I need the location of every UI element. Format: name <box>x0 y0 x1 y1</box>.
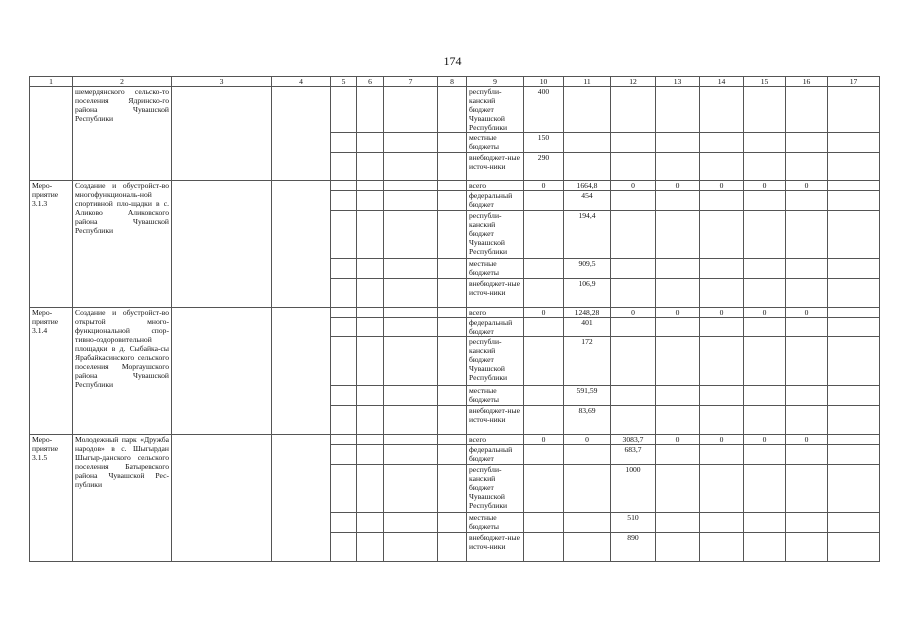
value-cell: 83,69 <box>564 406 611 435</box>
value-cell <box>786 465 828 513</box>
empty-cell <box>357 386 384 406</box>
value-cell <box>656 259 700 279</box>
empty-cell <box>438 386 467 406</box>
value-cell <box>656 445 700 465</box>
value-cell <box>564 153 611 181</box>
empty-cell <box>384 308 438 318</box>
empty-cell <box>357 465 384 513</box>
value-cell <box>744 465 786 513</box>
funding-source-cell: федеральный бюджет <box>467 445 524 465</box>
empty-cell <box>384 406 438 435</box>
value-cell <box>611 211 656 259</box>
value-cell <box>611 133 656 153</box>
value-cell <box>786 133 828 153</box>
value-cell <box>828 406 880 435</box>
value-cell <box>828 259 880 279</box>
value-cell <box>828 386 880 406</box>
column-header: 3 <box>172 77 272 87</box>
value-cell: 106,9 <box>564 279 611 308</box>
column-header: 1 <box>30 77 73 87</box>
funding-source-cell: местные бюджеты <box>467 513 524 533</box>
value-cell <box>656 386 700 406</box>
value-cell <box>744 386 786 406</box>
value-cell <box>564 465 611 513</box>
column-header: 17 <box>828 77 880 87</box>
empty-cell <box>438 211 467 259</box>
value-cell <box>656 191 700 211</box>
table-row <box>30 87 880 133</box>
value-cell: 0 <box>524 181 564 191</box>
value-cell: 0 <box>786 308 828 318</box>
empty-cell <box>384 533 438 562</box>
empty-cell <box>384 435 438 445</box>
value-cell: 454 <box>564 191 611 211</box>
value-cell <box>656 279 700 308</box>
value-cell <box>786 445 828 465</box>
column-header: 2 <box>73 77 172 87</box>
value-cell <box>700 337 744 386</box>
value-cell: 1248,28 <box>564 308 611 318</box>
value-cell <box>744 133 786 153</box>
value-cell <box>786 279 828 308</box>
empty-cell <box>331 513 357 533</box>
value-cell: 401 <box>564 318 611 337</box>
value-cell: 510 <box>611 513 656 533</box>
funding-source-cell: республи-канский бюджет Чувашской Республики <box>467 87 524 133</box>
value-cell <box>700 318 744 337</box>
funding-source-cell: республи-канский бюджет Чувашской Республики <box>467 337 524 386</box>
value-cell <box>786 211 828 259</box>
value-cell <box>828 337 880 386</box>
value-cell: 0 <box>744 308 786 318</box>
value-cell <box>786 386 828 406</box>
empty-cell <box>331 533 357 562</box>
funding-source-cell: внебюджет-ные источ-ники <box>467 279 524 308</box>
value-cell <box>700 406 744 435</box>
value-cell: 0 <box>700 308 744 318</box>
empty-cell <box>384 513 438 533</box>
value-cell <box>744 513 786 533</box>
value-cell: 3083,7 <box>611 435 656 445</box>
funding-source-cell: республи-канский бюджет Чувашской Республики <box>467 465 524 513</box>
value-cell <box>656 153 700 181</box>
value-cell <box>786 259 828 279</box>
empty-cell <box>438 465 467 513</box>
empty-cell <box>272 87 331 181</box>
column-header: 14 <box>700 77 744 87</box>
column-header: 10 <box>524 77 564 87</box>
table-row <box>30 308 880 318</box>
empty-cell <box>331 133 357 153</box>
value-cell <box>828 181 880 191</box>
value-cell: 1664,8 <box>564 181 611 191</box>
empty-cell <box>438 308 467 318</box>
value-cell <box>611 337 656 386</box>
value-cell: 0 <box>656 435 700 445</box>
value-cell <box>564 87 611 133</box>
value-cell: 0 <box>524 435 564 445</box>
value-cell <box>656 513 700 533</box>
empty-cell <box>384 191 438 211</box>
value-cell: 0 <box>611 308 656 318</box>
event-id-cell: Меро-приятие 3.1.5 <box>30 435 73 562</box>
empty-cell <box>357 211 384 259</box>
value-cell: 0 <box>564 435 611 445</box>
value-cell <box>828 191 880 211</box>
empty-cell <box>357 318 384 337</box>
value-cell <box>786 513 828 533</box>
empty-cell <box>357 337 384 386</box>
value-cell: 172 <box>564 337 611 386</box>
empty-cell <box>384 318 438 337</box>
empty-cell <box>384 153 438 181</box>
value-cell: 0 <box>524 308 564 318</box>
funding-source-cell: республи-канский бюджет Чувашской Республики <box>467 211 524 259</box>
column-header: 11 <box>564 77 611 87</box>
column-header: 16 <box>786 77 828 87</box>
value-cell <box>564 445 611 465</box>
value-cell: 890 <box>611 533 656 562</box>
value-cell <box>786 337 828 386</box>
event-name-cell: Создание и обустройст-во многофункциональ-ной спортивной пло-щадки в с. Аликово Аликовского района Чувашской Республики <box>73 181 172 308</box>
value-cell <box>744 259 786 279</box>
empty-cell <box>438 513 467 533</box>
value-cell: 0 <box>700 181 744 191</box>
value-cell <box>611 279 656 308</box>
funding-source-cell: внебюджет-ные источ-ники <box>467 406 524 435</box>
value-cell <box>700 386 744 406</box>
empty-cell <box>438 337 467 386</box>
value-cell <box>828 445 880 465</box>
empty-cell <box>357 181 384 191</box>
value-cell <box>524 337 564 386</box>
value-cell <box>744 191 786 211</box>
column-header: 7 <box>384 77 438 87</box>
value-cell: 909,5 <box>564 259 611 279</box>
empty-cell <box>357 533 384 562</box>
empty-cell <box>438 181 467 191</box>
value-cell <box>611 318 656 337</box>
event-id-cell: Меро-приятие 3.1.3 <box>30 181 73 308</box>
value-cell <box>524 211 564 259</box>
column-header: 12 <box>611 77 656 87</box>
value-cell <box>524 279 564 308</box>
value-cell <box>611 87 656 133</box>
empty-cell <box>357 259 384 279</box>
page-number: 174 <box>443 54 462 68</box>
value-cell <box>564 533 611 562</box>
value-cell <box>828 533 880 562</box>
empty-cell <box>331 465 357 513</box>
value-cell <box>700 191 744 211</box>
value-cell <box>611 406 656 435</box>
value-cell <box>611 386 656 406</box>
value-cell <box>828 318 880 337</box>
empty-cell <box>331 259 357 279</box>
empty-cell <box>331 386 357 406</box>
value-cell <box>524 533 564 562</box>
value-cell <box>524 386 564 406</box>
value-cell <box>828 465 880 513</box>
empty-cell <box>384 87 438 133</box>
empty-cell <box>438 133 467 153</box>
empty-cell <box>438 533 467 562</box>
budget-table <box>29 76 880 562</box>
value-cell <box>744 533 786 562</box>
funding-source-cell: всего <box>467 308 524 318</box>
value-cell <box>786 153 828 181</box>
value-cell <box>700 153 744 181</box>
column-header: 13 <box>656 77 700 87</box>
column-header: 4 <box>272 77 331 87</box>
event-name-cell: Молодежный парк «Дружба народов» в с. Шыгырдан Шыгыр-данского сельского поселения Батыревского района Чувашской Рес-публики <box>73 435 172 562</box>
value-cell <box>564 133 611 153</box>
empty-cell <box>384 211 438 259</box>
funding-source-cell: всего <box>467 181 524 191</box>
value-cell: 400 <box>524 87 564 133</box>
empty-cell <box>272 435 331 562</box>
empty-cell <box>357 445 384 465</box>
funding-source-cell: местные бюджеты <box>467 386 524 406</box>
value-cell <box>524 191 564 211</box>
event-id-cell: Меро-приятие 3.1.4 <box>30 308 73 435</box>
event-id-cell <box>30 87 73 181</box>
value-cell <box>524 465 564 513</box>
value-cell <box>700 259 744 279</box>
funding-source-cell: всего <box>467 435 524 445</box>
value-cell: 194,4 <box>564 211 611 259</box>
value-cell <box>611 259 656 279</box>
empty-cell <box>384 181 438 191</box>
value-cell <box>524 318 564 337</box>
value-cell <box>744 318 786 337</box>
value-cell: 683,7 <box>611 445 656 465</box>
empty-cell <box>438 445 467 465</box>
value-cell <box>700 513 744 533</box>
value-cell: 150 <box>524 133 564 153</box>
value-cell <box>828 513 880 533</box>
funding-source-cell: федеральный бюджет <box>467 318 524 337</box>
value-cell <box>656 465 700 513</box>
empty-cell <box>384 279 438 308</box>
empty-cell <box>331 87 357 133</box>
value-cell <box>744 337 786 386</box>
value-cell <box>656 211 700 259</box>
value-cell <box>656 533 700 562</box>
empty-cell <box>438 318 467 337</box>
empty-cell <box>438 259 467 279</box>
value-cell <box>656 133 700 153</box>
value-cell <box>828 279 880 308</box>
funding-source-cell: внебюджет-ные источ-ники <box>467 153 524 181</box>
empty-cell <box>357 435 384 445</box>
value-cell: 0 <box>611 181 656 191</box>
empty-cell <box>357 191 384 211</box>
column-header: 9 <box>467 77 524 87</box>
empty-cell <box>384 133 438 153</box>
value-cell: 1000 <box>611 465 656 513</box>
empty-cell <box>438 153 467 181</box>
value-cell: 290 <box>524 153 564 181</box>
empty-cell <box>357 279 384 308</box>
value-cell: 0 <box>744 181 786 191</box>
header-row <box>30 77 880 87</box>
empty-cell <box>357 133 384 153</box>
funding-source-cell: внебюджет-ные источ-ники <box>467 533 524 562</box>
empty-cell <box>331 153 357 181</box>
value-cell <box>744 87 786 133</box>
value-cell: 591,59 <box>564 386 611 406</box>
value-cell <box>524 513 564 533</box>
event-name-cell: шемердянского сельско-то поселения Ядринско-го района Чувашской Республики <box>73 87 172 181</box>
empty-cell <box>357 308 384 318</box>
value-cell <box>828 435 880 445</box>
empty-cell <box>438 406 467 435</box>
funding-source-cell: федеральный бюджет <box>467 191 524 211</box>
empty-cell <box>357 406 384 435</box>
column-header: 8 <box>438 77 467 87</box>
empty-cell <box>384 445 438 465</box>
empty-cell <box>384 465 438 513</box>
value-cell <box>611 153 656 181</box>
column-header: 5 <box>331 77 357 87</box>
value-cell <box>656 318 700 337</box>
empty-cell <box>331 445 357 465</box>
empty-cell <box>331 308 357 318</box>
empty-cell <box>331 211 357 259</box>
column-header: 6 <box>357 77 384 87</box>
value-cell <box>786 533 828 562</box>
funding-source-cell: местные бюджеты <box>467 259 524 279</box>
value-cell <box>828 153 880 181</box>
value-cell <box>744 279 786 308</box>
value-cell <box>700 445 744 465</box>
value-cell: 0 <box>744 435 786 445</box>
value-cell <box>744 445 786 465</box>
value-cell <box>564 513 611 533</box>
empty-cell <box>272 181 331 308</box>
value-cell <box>524 259 564 279</box>
empty-cell <box>172 87 272 181</box>
value-cell <box>700 465 744 513</box>
value-cell <box>524 445 564 465</box>
empty-cell <box>384 259 438 279</box>
value-cell <box>700 87 744 133</box>
value-cell <box>786 318 828 337</box>
value-cell: 0 <box>786 181 828 191</box>
table-row <box>30 181 880 191</box>
empty-cell <box>172 181 272 308</box>
value-cell <box>656 87 700 133</box>
empty-cell <box>357 87 384 133</box>
empty-cell <box>438 191 467 211</box>
value-cell <box>744 153 786 181</box>
empty-cell <box>331 337 357 386</box>
empty-cell <box>331 181 357 191</box>
empty-cell <box>331 406 357 435</box>
value-cell <box>656 406 700 435</box>
empty-cell <box>438 279 467 308</box>
value-cell <box>700 279 744 308</box>
column-header: 15 <box>744 77 786 87</box>
empty-cell <box>384 337 438 386</box>
value-cell: 0 <box>656 308 700 318</box>
empty-cell <box>331 318 357 337</box>
value-cell <box>786 87 828 133</box>
event-name-cell: Создание и обустройст-во открытой много-функциональной спор-тивно-оздоровительной площадки в д. Сыбайка-сы Ярабайкасинского сельского поселения Моргаушского района Чувашской Республики <box>73 308 172 435</box>
value-cell <box>828 211 880 259</box>
value-cell <box>611 191 656 211</box>
value-cell <box>828 308 880 318</box>
value-cell <box>700 133 744 153</box>
value-cell <box>828 87 880 133</box>
empty-cell <box>438 435 467 445</box>
empty-cell <box>172 308 272 435</box>
value-cell: 0 <box>656 181 700 191</box>
empty-cell <box>331 191 357 211</box>
empty-cell <box>384 386 438 406</box>
empty-cell <box>272 308 331 435</box>
value-cell <box>700 533 744 562</box>
empty-cell <box>357 153 384 181</box>
value-cell: 0 <box>700 435 744 445</box>
value-cell <box>828 133 880 153</box>
empty-cell <box>357 513 384 533</box>
value-cell <box>744 211 786 259</box>
funding-source-cell: местные бюджеты <box>467 133 524 153</box>
empty-cell <box>331 435 357 445</box>
empty-cell <box>438 87 467 133</box>
value-cell <box>744 406 786 435</box>
empty-cell <box>172 435 272 562</box>
empty-cell <box>331 279 357 308</box>
value-cell <box>656 337 700 386</box>
value-cell <box>524 406 564 435</box>
value-cell: 0 <box>786 435 828 445</box>
value-cell <box>786 406 828 435</box>
value-cell <box>700 211 744 259</box>
table-row <box>30 435 880 445</box>
value-cell <box>786 191 828 211</box>
